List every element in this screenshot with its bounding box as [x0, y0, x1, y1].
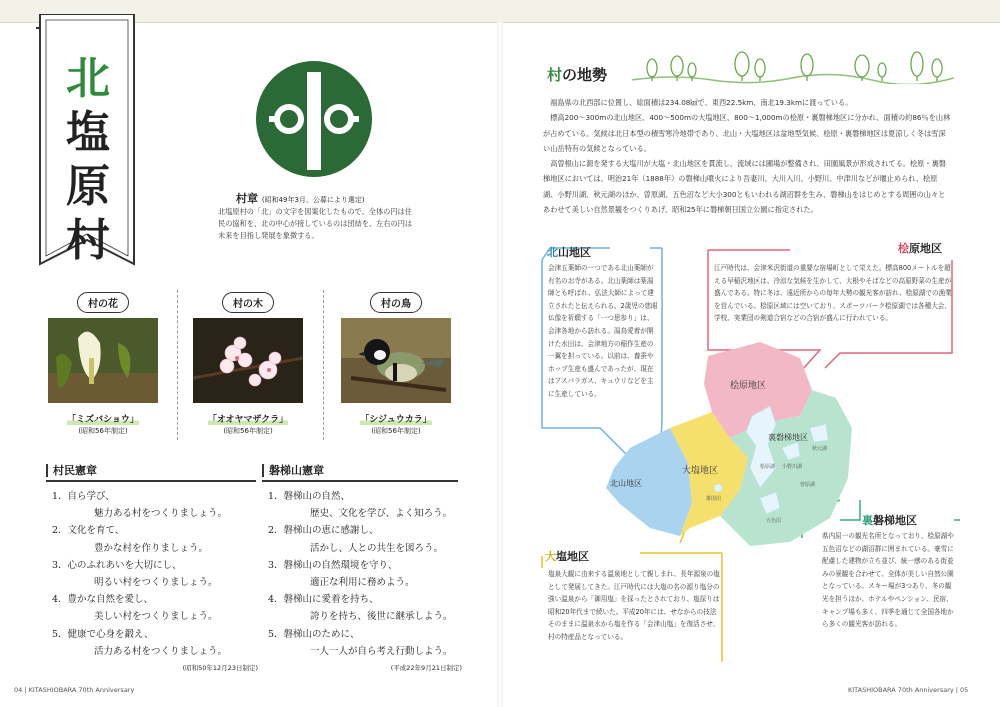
- footer-text: KITASHIOBARA 70th Anniversary: [848, 686, 954, 694]
- village-emblem-icon: [255, 60, 373, 178]
- symbol-date: (昭和56年制定): [223, 427, 273, 435]
- charter-line: 2．磐梯山の恵に感謝し、: [268, 525, 379, 537]
- divider: [177, 290, 178, 440]
- symbol-label: 村の木: [222, 292, 274, 313]
- intro-paragraph: 高曽根山に源を発する大塩川が大塩・北山地区を貫流し、流域には圃場が整備され、田園風景が形成されてる。桧原・裏磐梯地区においては、明治21年（1888年）の磐梯山噴火により吾妻川、大川入川、小野川、中津川などが堰止められ、桧原湖、小野川湖、秋元湖のほか、曽原湖、五色沼など大小300ともいわれる湖沼群を生み、磐梯山をはじめとする周囲の山々とあわせて美しい自然景観をつくりあげ、昭和25年に磐梯朝日国立公園に指定された。: [543, 159, 946, 215]
- map-place-label: 雄国沼: [706, 496, 722, 502]
- charter-line: 豊かな村を作りましょう。: [94, 542, 209, 554]
- cherry-blossom-photo: [193, 318, 303, 403]
- footer-text: KITASHIOBARA 70th Anniversary: [28, 686, 135, 694]
- symbol-name: 「オオヤマザクラ」: [207, 415, 289, 425]
- symbol-bird: [341, 292, 451, 442]
- charter-item: [268, 626, 462, 660]
- banner-char: 村: [66, 215, 110, 266]
- kitayama-text: 会津五薬師の一つである北山薬師が有名のお寺がある。北山薬師は薬湯師とも呼ばれ、弘法大師によって建立されたと伝えられる。2歳児の慈眼仏像を祈願する「一つ思参り」は、会津各地から訪れる。湯鳥愛着が開けた水田は、会津地方の稲作生産の一翼を担っている。以前は、養蚕やホップ生産も盛んであったが、現在はアスパラガス、キュウリなどを主に生産している。: [548, 264, 658, 398]
- emblem-note: (昭和49年3月、公募により選定): [261, 196, 365, 204]
- left-page-footer: 04 | KITASHIOBARA 70th Anniversary: [14, 686, 135, 694]
- citizens-charter: [46, 462, 258, 672]
- banner-char: 塩: [66, 107, 110, 158]
- charter-item: [52, 626, 258, 660]
- symbol-name: 「シジュウカラ」: [360, 415, 432, 425]
- charter-line: 1．自ら学び、: [52, 491, 115, 502]
- village-map: [600, 328, 860, 550]
- region-title-rest: 山地区: [558, 246, 591, 259]
- emblem-description: 北塩原村の「北」の文字を図案化したもので、全体の円は住民の協和を、北の中心が接しているのは団結を、左右の円は未来を目指し発展を象徴する。: [218, 207, 413, 240]
- region-title-accent: 桧: [898, 242, 909, 255]
- charter-line: 歴史、文化を学び、よく知ろう。: [310, 508, 453, 520]
- top-bar: [0, 0, 1000, 23]
- charter-item: [52, 522, 258, 556]
- village-name-banner: [36, 14, 138, 274]
- bandai-charter: [262, 462, 462, 672]
- oshio-text: 塩泉大観に由来する温泉地として親しまれ、長年源泉の塩として発展してきた。江戸時代には大塩の名の源り塩分の強い温泉から「御用塩」を採ったとされており、塩採りは昭和20年代まで続いた。平成20年には、せなからの技法そのままに温泉水から塩を作る「会津山塩」を復活させ、村の特産品となっている。: [548, 570, 720, 641]
- intro-paragraph: 標高200～300mの北山地区、400～500mの大塩地区、800～1,000mの桧原・裏磐梯地区に分かれ、面積の約86％を山林が占めている。気候は北日本型の積雪寒冷地帯であり、北山・大塩地区は盆地型気候、桧原・裏磐梯地区は夏涼しく冬は雪深い山岳特有の気候となっている。: [543, 113, 951, 153]
- charter-line: 明るい村をつくりましょう。: [94, 577, 218, 589]
- charter-line: 5．健康で心身を鍛え、: [52, 628, 154, 640]
- right-page-footer: KITASHIOBARA 70th Anniversary | 05: [848, 686, 969, 694]
- region-title-accent: 大: [545, 550, 556, 563]
- trees-illustration: [632, 50, 954, 84]
- banner-char: 原: [66, 161, 110, 212]
- charter-item: [268, 557, 462, 591]
- skunk-cabbage-photo: [48, 318, 158, 403]
- map-label-kitayama: 北山地区: [610, 479, 642, 488]
- charter-line: 3．心のふれあいを大切にし、: [52, 559, 182, 571]
- map-lake-label: 桧原湖: [760, 464, 776, 470]
- emblem-title-text: 村章: [236, 192, 258, 205]
- charter-line: 4．磐梯山に愛着を持ち、: [268, 594, 379, 606]
- charter-date: (昭和50年12月23日制定): [182, 664, 258, 673]
- symbol-date: (昭和56年制定): [78, 427, 128, 435]
- region-title-rest: 塩地区: [556, 550, 589, 563]
- symbol-name: 「ミズバショウ」: [67, 415, 139, 425]
- symbol-label: 村の鳥: [370, 292, 422, 313]
- charter-line: 活かし、人との共生を図ろう。: [310, 542, 444, 554]
- oshio-title: [545, 548, 589, 564]
- charter-line: 魅力ある村をつくりましょう。: [94, 508, 228, 520]
- symbol-label: 村の花: [77, 292, 129, 313]
- region-title-accent: 裏: [862, 514, 873, 527]
- page-gutter: [497, 22, 503, 707]
- charter-line: 誇りを持ち、後世に継承しよう。: [310, 611, 453, 623]
- great-tit-photo: [341, 318, 451, 403]
- urabandai-text: 県内屈一の観光名所となっており、桧原湖や五色沼などの湖沼群に囲まれている。豪雪に配慮した建物が立ち並び、統一感のある街並みの景観を合わせて、全体が美しい自然公園となっている。スキー場が3つあり、冬の観光を担うほか、ホテルやペンション、民宿、キャンプ場も多く、四季を通じて全国各地から多くの観光客が訪れる。: [822, 532, 954, 629]
- map-label-urabandai: 裏磐梯地区: [768, 433, 808, 442]
- page-number: 05: [960, 686, 969, 694]
- symbol-tree: [193, 292, 303, 442]
- charter-title: 磐梯山憲章: [262, 464, 324, 477]
- charter-line: 美しい村をつくりましょう。: [94, 611, 218, 623]
- region-title-rest: 磐梯地区: [873, 514, 917, 527]
- hibara-title: [898, 240, 942, 256]
- emblem-title: [236, 190, 365, 206]
- charter-line: 活力ある村をつくりましょう。: [94, 645, 228, 657]
- intro-paragraph: 福島県の北西部に位置し、総面積は234.08㎢で、東西22.5km、南北19.3kmに渡っている。: [550, 98, 853, 107]
- region-title-rest: 原地区: [909, 242, 942, 255]
- hibara-text: 江戸時代は、会津米沢街道の重要な宿場町として栄えた。標高800メートルを超える早稲沢地区は、冷涼な気候を生かして、大根やそばなどの高原野菜の生産が盛んである。特に冬は、遠近所からの毎年大勢の観光客が訪れ、桧原湖での漁業を営んでいる。桧原区域には空いており、スポーツパーク桧原湖では各種大会、学校、実業団の剣道合宿などの合宿が盛んに行われている。: [714, 264, 952, 323]
- map-label-oshio: 大塩地区: [682, 466, 719, 476]
- divider: [323, 290, 324, 440]
- region-title-accent: 北: [547, 246, 558, 259]
- charter-item: [52, 557, 258, 591]
- map-lake-label: 五色沼: [766, 518, 782, 524]
- map-lake-label: 曽原湖: [800, 482, 816, 488]
- symbol-date: (昭和56年制定): [371, 427, 421, 435]
- map-lake-label: 小野川湖: [782, 464, 803, 470]
- charter-line: 1．磐梯山の自然、: [268, 491, 351, 502]
- map-lake-label: 秋元湖: [812, 446, 828, 452]
- charter-date: (平成22年9月21日制定): [390, 664, 462, 673]
- charter-item: [268, 488, 462, 522]
- banner-char: 北: [66, 53, 110, 104]
- charter-item: [52, 591, 258, 625]
- terrain-title-accent: 村: [547, 66, 563, 84]
- charter-line: 一人一人が自ら考え行動しよう。: [310, 645, 453, 657]
- charter-line: 3．磐梯山の自然環境を守り、: [268, 559, 398, 571]
- charter-line: 5．磐梯山のために、: [268, 628, 360, 640]
- terrain-title: [547, 64, 607, 85]
- symbol-flower: [48, 292, 158, 442]
- terrain-title-rest: の地勢: [562, 66, 608, 84]
- charter-item: [268, 591, 462, 625]
- charter-line: 4．豊かな自然を愛し、: [52, 594, 154, 606]
- urabandai-title: [862, 512, 917, 528]
- charter-title: 村民憲章: [46, 464, 97, 477]
- kitayama-title: [547, 244, 591, 260]
- terrain-intro: [543, 95, 951, 217]
- charter-item: [268, 522, 462, 556]
- charter-item: [52, 488, 258, 522]
- page-number: 04: [14, 686, 23, 694]
- map-label-hibara: 桧原地区: [730, 381, 767, 391]
- charter-line: 2．文化を育て、: [52, 525, 125, 537]
- charter-line: 適正な利用に務めよう。: [310, 577, 415, 589]
